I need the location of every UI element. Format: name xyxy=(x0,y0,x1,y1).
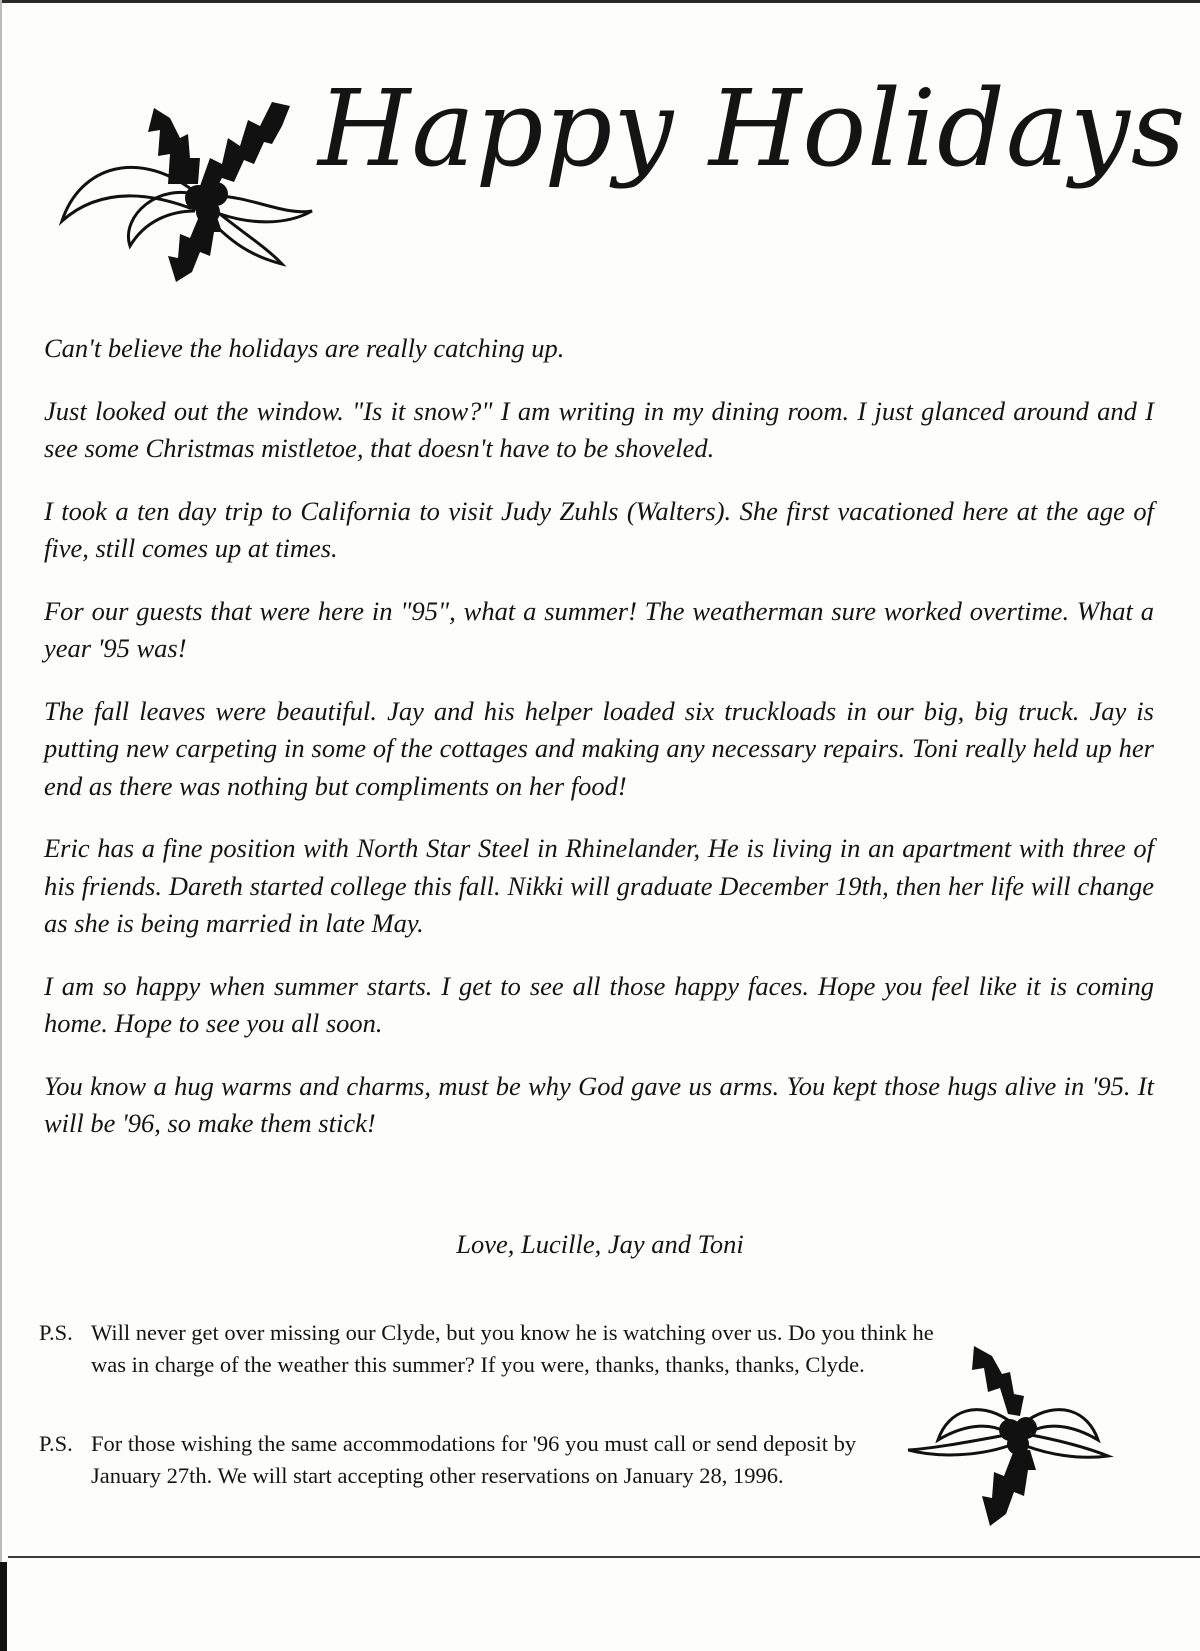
paragraph: You know a hug warms and charms, must be why God gave us arms. You kept those hugs alive in '95. It will be '96, so make them stick! xyxy=(44,1070,1154,1138)
postscript-text: For those wishing the same accommodations for '96 you must call or send deposit by January 27th. We will start accepting other reservations on January 28, 1996. xyxy=(91,1431,857,1488)
postscript xyxy=(39,1317,959,1381)
paragraph: The fall leaves were beautiful. Jay and his helper loaded six truckloads in our big, big truck. Jay is putting new carpeting in some of the cottages and making any necessary repairs. Toni really held up her end as there was nothing but compliments on her food! xyxy=(44,695,1154,801)
paragraph: I took a ten day trip to California to visit Judy Zuhls (Walters). She first vacationed here at the age of five, still comes up at times. xyxy=(44,495,1154,563)
paragraph: Eric has a fine position with North Star Steel in Rhinelander, He is living in an apartment with three of his friends. Dareth started college this fall. Nikki will graduate December 19th, then her life will change as she is being married in late May. xyxy=(44,833,1154,938)
signature: Love, Lucille, Jay and Toni xyxy=(456,1229,744,1259)
holly-bow-icon xyxy=(908,1330,1148,1540)
postscript-text: Will never get over missing our Clyde, but you know he is watching over us. Do you think he was in charge of the weather this summer? If you were, thanks, thanks, thanks, Clyde. xyxy=(91,1320,934,1377)
page-bottom-rule xyxy=(8,1556,1200,1558)
paragraph: For our guests that were here in "95", what a summer! The weatherman sure worked overtime. What a year '95 was! xyxy=(44,595,1154,663)
paragraph: Can't believe the holidays are really catching up. xyxy=(44,333,565,363)
postscript-label: P.S. xyxy=(39,1320,73,1345)
postscript xyxy=(39,1428,919,1492)
paragraph: I am so happy when summer starts. I get to see all those happy faces. Hope you feel like it is coming home. Hope to see you all soon. xyxy=(44,970,1154,1038)
letter-body xyxy=(44,330,1154,1168)
postscript-label: P.S. xyxy=(39,1431,73,1456)
paragraph: Just looked out the window. "Is it snow?" I am writing in my dining room. I just glanced around and I see some Christmas mistletoe, that doesn't have to be shoveled. xyxy=(44,395,1154,463)
scan-edge-mark xyxy=(0,1562,7,1651)
page-top-edge xyxy=(0,0,1200,3)
page-title: Happy Holidays xyxy=(318,67,1187,190)
holly-bow-icon xyxy=(50,46,320,286)
page-left-edge xyxy=(0,0,2,1651)
